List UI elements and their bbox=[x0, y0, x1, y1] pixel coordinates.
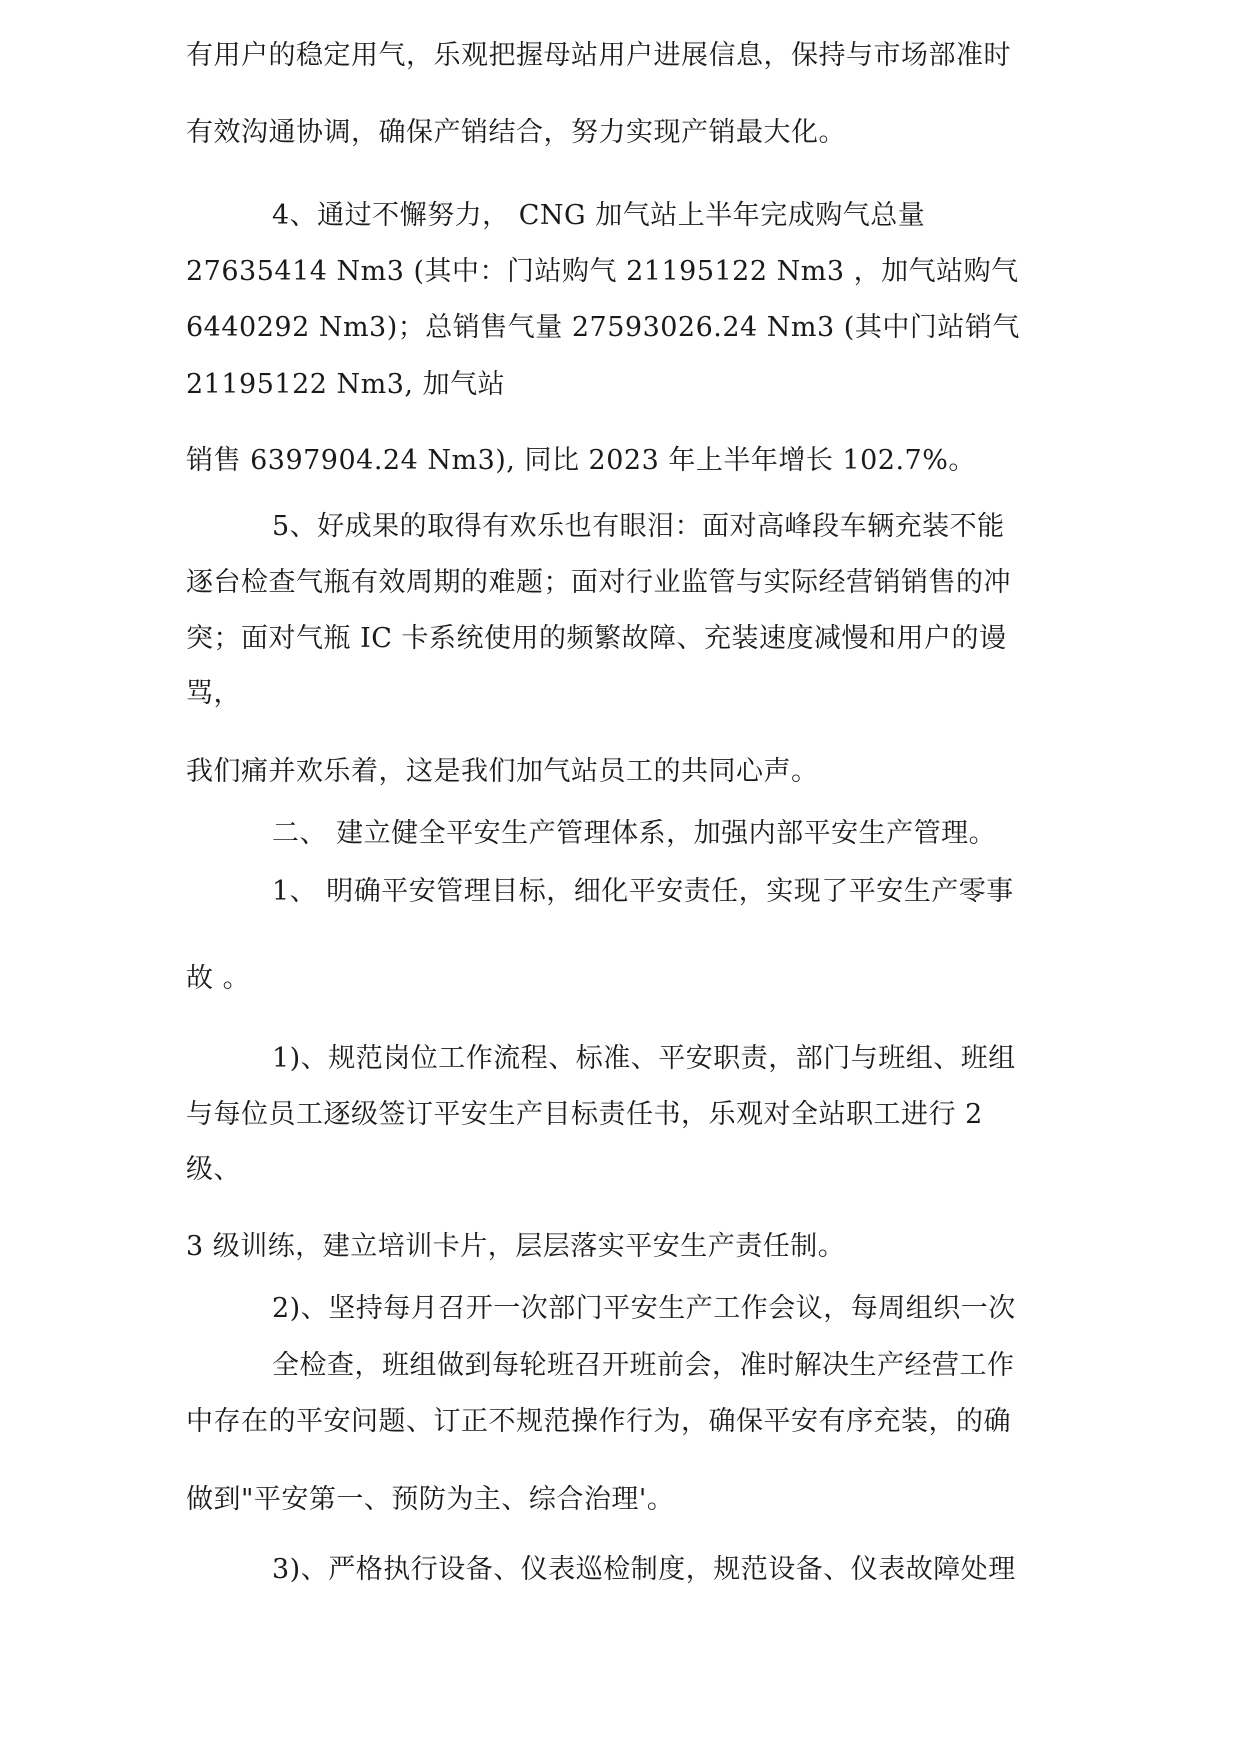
text-line: 全检查，班组做到每轮班召开班前会，准时解决生产经营工作 bbox=[272, 1350, 1015, 1381]
subsection-heading: 1、 明确平安管理目标，细化平安责任，实现了平安生产零事 bbox=[272, 876, 1014, 907]
text-line: 21195122 Nm3, 加气站 bbox=[186, 369, 506, 400]
text-line: 中存在的平安问题、订正不规范操作行为，确保平安有序充装，的确 bbox=[186, 1406, 1011, 1437]
text-line: 销售 6397904.24 Nm3), 同比 2023 年上半年增长 102.7%。 bbox=[186, 445, 976, 476]
section-heading: 二、 建立健全平安生产管理体系，加强内部平安生产管理。 bbox=[272, 818, 997, 849]
text-line: 6440292 Nm3)；总销售气量 27593026.24 Nm3 (其中门站销气 bbox=[186, 312, 1020, 343]
text-line: 2)、坚持每月召开一次部门平安生产工作会议，每周组织一次 bbox=[272, 1293, 1016, 1324]
text-line: 4、通过不懈努力， CNG 加气站上半年完成购气总量 bbox=[272, 200, 926, 231]
text-line: 1)、规范岗位工作流程、标准、平安职责，部门与班组、班组 bbox=[272, 1043, 1016, 1074]
text-line: 骂， bbox=[186, 678, 241, 709]
text-line: 级、 bbox=[186, 1154, 241, 1185]
text-line: 5、好成果的取得有欢乐也有眼泪：面对高峰段车辆充装不能 bbox=[272, 511, 1005, 542]
text-line: 有效沟通协调，确保产销结合，努力实现产销最大化。 bbox=[186, 117, 846, 148]
text-line: 27635414 Nm3 (其中：门站购气 21195122 Nm3 ，加气站购气 bbox=[186, 256, 1019, 287]
text-line: 故 。 bbox=[186, 963, 251, 994]
text-line: 逐台检查气瓶有效周期的难题；面对行业监管与实际经营销销售的冲 bbox=[186, 567, 1011, 598]
text-line: 突；面对气瓶 IC 卡系统使用的频繁故障、充装速度减慢和用户的谩 bbox=[186, 623, 1007, 654]
text-line: 3)、严格执行设备、仪表巡检制度，规范设备、仪表故障处理 bbox=[272, 1554, 1016, 1585]
text-line: 有用户的稳定用气，乐观把握母站用户进展信息，保持与市场部准时 bbox=[186, 40, 1011, 71]
text-line: 我们痛并欢乐着，这是我们加气站员工的共同心声。 bbox=[186, 756, 819, 787]
text-line: 3 级训练，建立培训卡片，层层落实平安生产责任制。 bbox=[186, 1231, 846, 1262]
text-line: 与每位员工逐级签订平安生产目标责任书，乐观对全站职工进行 2 bbox=[186, 1099, 983, 1130]
text-line: 做到"平安第一、预防为主、综合治理'。 bbox=[186, 1484, 675, 1515]
